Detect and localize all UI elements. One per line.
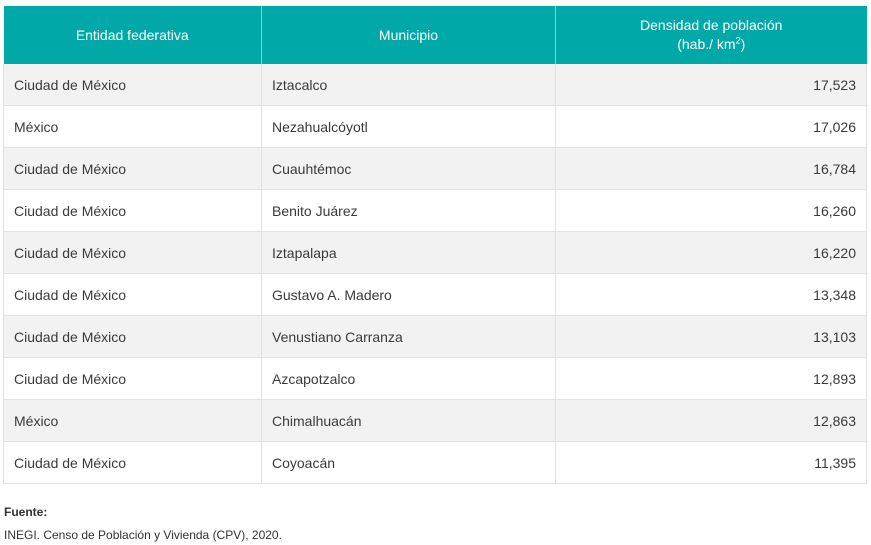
table-row — [4, 148, 867, 190]
table-row — [4, 400, 867, 442]
cell-entidad: Ciudad de México — [4, 232, 262, 274]
table-row — [4, 232, 867, 274]
population-density-table — [3, 6, 867, 484]
header-densidad-unit-suffix: ) — [740, 36, 746, 52]
header-densidad-line1: Densidad de población — [640, 17, 783, 33]
cell-entidad: Ciudad de México — [4, 274, 262, 316]
cell-densidad: 13,103 — [556, 316, 867, 358]
cell-densidad: 12,863 — [556, 400, 867, 442]
table-row — [4, 106, 867, 148]
cell-entidad: Ciudad de México — [4, 442, 262, 484]
cell-densidad: 16,220 — [556, 232, 867, 274]
table-row — [4, 316, 867, 358]
cell-municipio: Venustiano Carranza — [262, 316, 556, 358]
cell-densidad: 13,348 — [556, 274, 867, 316]
cell-densidad: 16,784 — [556, 148, 867, 190]
cell-densidad: 11,395 — [556, 442, 867, 484]
cell-municipio: Iztacalco — [262, 64, 556, 106]
header-densidad-unit-sup: 2 — [735, 35, 741, 46]
cell-densidad: 16,260 — [556, 190, 867, 232]
table-row — [4, 190, 867, 232]
cell-densidad: 17,026 — [556, 106, 867, 148]
header-entidad: Entidad federativa — [4, 6, 262, 64]
cell-municipio: Nezahualcóyotl — [262, 106, 556, 148]
population-density-table-container — [3, 6, 866, 484]
header-densidad — [556, 6, 867, 64]
table-body — [4, 64, 867, 484]
table-row — [4, 274, 867, 316]
cell-municipio: Coyoacán — [262, 442, 556, 484]
header-row — [4, 6, 867, 64]
table-row — [4, 358, 867, 400]
cell-densidad: 17,523 — [556, 64, 867, 106]
header-densidad-unit-prefix: (hab./ km — [677, 36, 736, 52]
cell-municipio: Azcapotzalco — [262, 358, 556, 400]
cell-municipio: Benito Juárez — [262, 190, 556, 232]
cell-entidad: México — [4, 400, 262, 442]
cell-entidad: Ciudad de México — [4, 358, 262, 400]
cell-municipio: Iztapalapa — [262, 232, 556, 274]
cell-entidad: Ciudad de México — [4, 64, 262, 106]
cell-entidad: Ciudad de México — [4, 148, 262, 190]
cell-densidad: 12,893 — [556, 358, 867, 400]
table-row — [4, 64, 867, 106]
cell-municipio: Chimalhuacán — [262, 400, 556, 442]
header-municipio: Municipio — [262, 6, 556, 64]
cell-entidad: México — [4, 106, 262, 148]
table-row — [4, 442, 867, 484]
cell-entidad: Ciudad de México — [4, 190, 262, 232]
table-header — [4, 6, 867, 64]
cell-entidad: Ciudad de México — [4, 316, 262, 358]
cell-municipio: Cuauhtémoc — [262, 148, 556, 190]
source-label: Fuente: — [4, 505, 48, 519]
source-text: INEGI. Censo de Población y Vivienda (CPV), 2020. — [4, 528, 282, 542]
source-note — [4, 505, 282, 542]
cell-municipio: Gustavo A. Madero — [262, 274, 556, 316]
